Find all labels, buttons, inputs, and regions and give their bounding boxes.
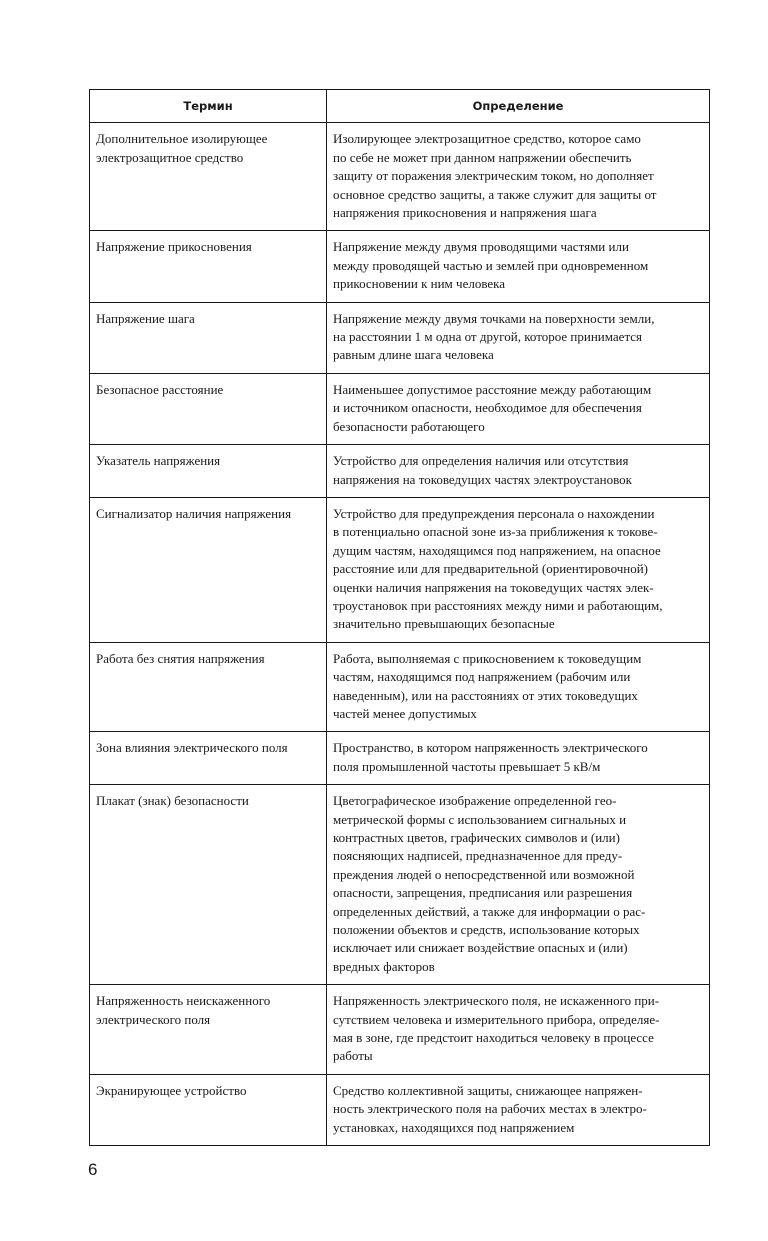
definition-text: частям, находящимся под напряжением (рабочим или	[333, 669, 631, 685]
definition-text: напряжения прикосновения и напряжения шага	[333, 205, 597, 221]
definition-text: мая в зоне, где предстоит находиться человеку в процессе	[333, 1030, 654, 1046]
table-row	[90, 497, 710, 642]
term-text: Плакат (знак) безопасности	[96, 793, 249, 809]
definition-text: Работа, выполняемая с прикосновением к токоведущим	[333, 650, 642, 666]
table-row	[90, 642, 710, 732]
definition-cell	[327, 302, 710, 373]
definition-cell	[327, 123, 710, 231]
term-cell	[90, 642, 327, 732]
term-cell	[90, 231, 327, 302]
definition-text: поля промышленной частоты превышает 5 кВ/м	[333, 758, 601, 774]
table-row	[90, 302, 710, 373]
term-cell	[90, 1074, 327, 1145]
definition-text: Пространство, в котором напряженность электрического	[333, 740, 648, 756]
definition-text: Напряжение между двумя проводящими частями или	[333, 239, 629, 255]
definition-text: Изолирующее электрозащитное средство, которое само	[333, 131, 641, 147]
definition-text: работы	[333, 1048, 373, 1064]
definition-cell	[327, 732, 710, 785]
terms-table	[89, 89, 710, 1146]
definition-text: основное средство защиты, а также служит для защиты от	[333, 186, 657, 202]
table-row	[90, 732, 710, 785]
definition-text: частей менее допустимых	[333, 705, 477, 721]
definition-text: метрической формы с использованием сигнальных и	[333, 811, 627, 827]
term-cell	[90, 785, 327, 985]
term-text: Напряженность неискаженного	[96, 993, 271, 1009]
table-row	[90, 445, 710, 498]
definition-cell	[327, 1074, 710, 1145]
term-cell	[90, 497, 327, 642]
term-text: Работа без снятия напряжения	[96, 650, 265, 666]
definition-text: положении объектов и средств, использование которых	[333, 922, 640, 938]
definition-text: напряжения на токоведущих частях электроустановок	[333, 471, 632, 487]
term-text: Сигнализатор наличия напряжения	[96, 505, 292, 521]
header-definition: Определение	[327, 90, 710, 123]
definition-text: преждения людей о непосредственной или возможной	[333, 866, 635, 882]
table-row	[90, 785, 710, 985]
definition-text: контрастных цветов, графических символов и (или)	[333, 830, 620, 845]
definition-text: значительно превышающих безопасные	[333, 616, 555, 632]
definition-text: Средство коллективной защиты, снижающее напряжен-	[333, 1082, 643, 1098]
definition-text: исключает или снижает воздействие опасных и (или)	[333, 940, 628, 956]
table-row	[90, 1074, 710, 1145]
definition-text: Устройство для определения наличия или отсутствия	[333, 453, 629, 469]
definition-text: поясняющих надписей, предназначенное для преду-	[333, 848, 623, 864]
table-row	[90, 231, 710, 302]
definition-text: наведенным), или на расстояниях от этих токоведущих	[333, 687, 638, 703]
definition-cell	[327, 497, 710, 642]
definition-text: троустановок при расстояниях между ними и работающим,	[333, 597, 663, 613]
definition-text: определенных действий, а также для информации о рас-	[333, 903, 646, 919]
definition-text: Наименьшее допустимое расстояние между работающим	[333, 381, 652, 397]
definition-text: Устройство для предупреждения персонала о нахождении	[333, 505, 655, 521]
definition-cell	[327, 231, 710, 302]
table-row	[90, 985, 710, 1075]
definition-cell	[327, 985, 710, 1075]
definition-cell	[327, 445, 710, 498]
table-header-row	[90, 90, 710, 123]
definition-text: Напряжение между двумя точками на поверхности земли,	[333, 310, 655, 326]
term-cell	[90, 732, 327, 785]
definition-text: оценки наличия напряжения на токоведущих частях элек-	[333, 579, 654, 595]
definition-text: по себе не может при данном напряжении обеспечить	[333, 149, 632, 165]
term-cell	[90, 302, 327, 373]
definition-text: прикосновении к ним человека	[333, 276, 506, 292]
term-cell	[90, 985, 327, 1075]
definition-text: и источником опасности, необходимое для обеспечения	[333, 400, 642, 416]
definition-text: равным длине шага человека	[333, 347, 494, 363]
term-cell	[90, 123, 327, 231]
term-text: Безопасное расстояние	[96, 381, 224, 397]
definition-text: опасности, запрещения, предписания или разрешения	[333, 885, 633, 901]
definition-cell	[327, 785, 710, 985]
header-term: Термин	[90, 90, 327, 123]
table-row	[90, 123, 710, 231]
page-number: 6	[88, 1160, 98, 1179]
term-text: Указатель напряжения	[96, 453, 221, 469]
terms-table-body	[90, 123, 710, 1146]
term-text: электрического поля	[96, 1011, 211, 1027]
term-text: Экранирующее устройство	[96, 1082, 247, 1098]
definition-text: Напряженность электрического поля, не искаженного при-	[333, 993, 660, 1009]
definition-text: в потенциально опасной зоне из-за приближения к токове-	[333, 524, 658, 540]
term-cell	[90, 445, 327, 498]
definition-text: Цветографическое изображение определенной гео-	[333, 793, 617, 809]
definition-text: между проводящей частью и землей при одновременном	[333, 257, 649, 273]
definition-text: дущим частям, находящимся под напряжением, на опасное	[333, 542, 661, 558]
term-text: Напряжение прикосновения	[96, 239, 252, 255]
definition-cell	[327, 642, 710, 732]
term-text: Дополнительное изолирующее	[96, 131, 268, 147]
definition-text: безопасности работающего	[333, 418, 485, 434]
definition-text: ность электрического поля на рабочих местах в электро-	[333, 1101, 647, 1117]
definition-text: вредных факторов	[333, 958, 435, 974]
definition-text: расстояние или для предварительной (ориентировочной)	[333, 561, 649, 577]
table-row	[90, 373, 710, 444]
definition-cell	[327, 373, 710, 444]
definition-text: на расстоянии 1 м одна от другой, которое принимается	[333, 329, 643, 345]
term-cell	[90, 373, 327, 444]
definition-text: установках, находящихся под напряжением	[333, 1119, 575, 1135]
definition-text: защиту от поражения электрическим током, но дополняет	[333, 168, 654, 184]
definition-text: сутствием человека и измерительного прибора, определяе-	[333, 1011, 660, 1027]
term-text: электрозащитное средство	[96, 149, 244, 165]
term-text: Напряжение шага	[96, 310, 195, 326]
term-text: Зона влияния электрического поля	[96, 740, 288, 756]
